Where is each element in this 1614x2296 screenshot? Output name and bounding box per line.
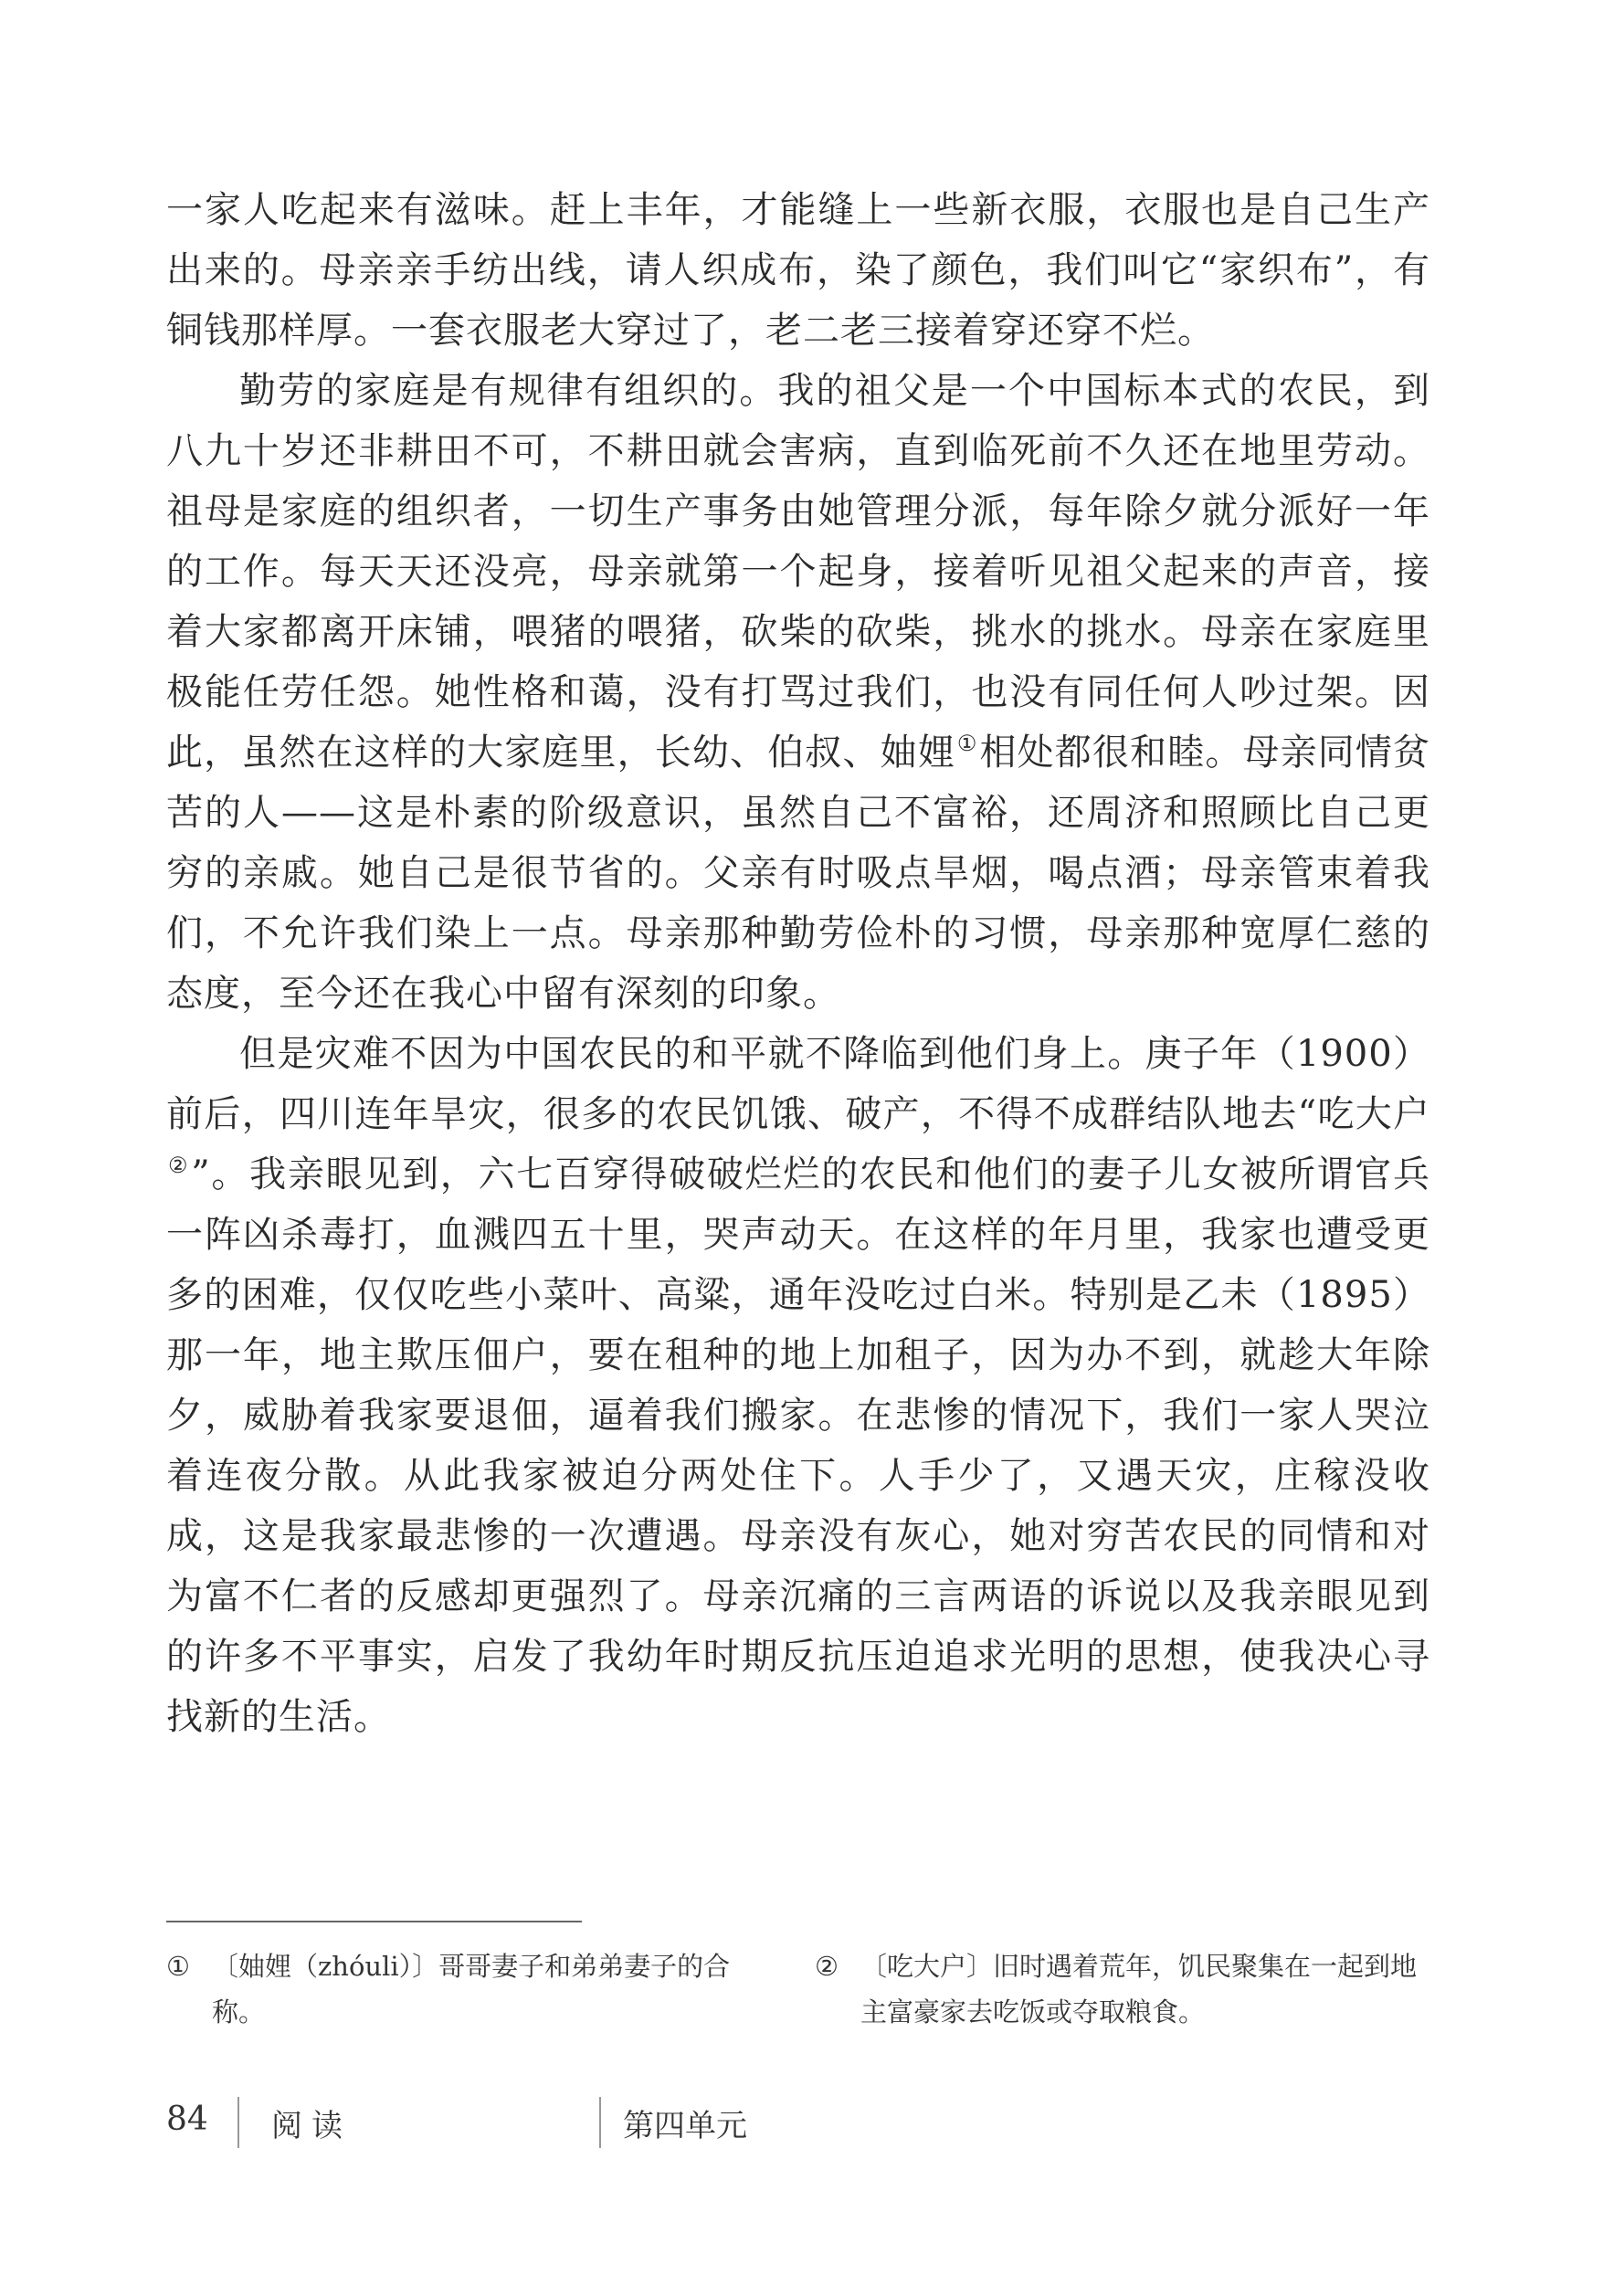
body-text	[166, 180, 1430, 1747]
paragraph-text: 但是灾难不因为中国农民的和平就不降临到他们身上。庚子年（1900）前后，四川连年旱灾，很多的农民饥饿、破产，不得不成群结队地去“吃大户	[166, 1033, 1430, 1135]
footer-separator	[237, 2097, 239, 2148]
page-footer	[166, 2101, 1445, 2155]
footnote-2-text: 〔吃大户〕旧时遇着荒年，饥民聚集在一起到地主富豪家去吃饭或夺取粮食。	[860, 1951, 1418, 2027]
footnote-1	[166, 1943, 733, 2035]
footnote-1-text: 〔妯娌（zhóuli）〕哥哥妻子和弟弟妻子的合称。	[212, 1951, 731, 2027]
paragraph	[166, 180, 1430, 361]
footnote-reference[interactable]: ②	[168, 1153, 190, 1178]
footnote-2-mark: ②	[815, 1951, 839, 1982]
footnote-divider	[166, 1921, 582, 1922]
page-number: 84	[166, 2101, 208, 2138]
paragraph	[166, 1024, 1430, 1747]
paragraph-text: 一家人吃起来有滋味。赶上丰年，才能缝上一些新衣服，衣服也是自己生产出来的。母亲亲手纺出线，请人织成布，染了颜色，我们叫它“家织布”，有铜钱那样厚。一套衣服老大穿过了，老二老三接着穿还穿不烂。	[166, 189, 1430, 352]
paragraph-text: 勤劳的家庭是有规律有组织的。我的祖父是一个中国标本式的农民，到八九十岁还非耕田不可，不耕田就会害病，直到临死前不久还在地里劳动。祖母是家庭的组织者，一切生产事务由她管理分派，每年除夕就分派好一年的工作。每天天还没亮，母亲就第一个起身，接着听见祖父起来的声音，接着大家都离开床铺，喂猪的喂猪，砍柴的砍柴，挑水的挑水。母亲在家庭里极能任劳任怨。她性格和蔼，没有打骂过我们，也没有同任何人吵过架。因此，虽然在这样的大家庭里，长幼、伯叔、妯娌	[166, 370, 1430, 774]
footnote-2	[815, 1943, 1436, 2035]
paragraph-text: 相处都很和睦。母亲同情贫苦的人——这是朴素的阶级意识，虽然自己不富裕，还周济和照顾比自己更穷的亲戚。她自己是很节省的。父亲有时吸点旱烟，喝点酒；母亲管束着我们，不允许我们染上一点。母亲那种勤劳俭朴的习惯，母亲那种宽厚仁慈的态度，至今还在我心中留有深刻的印象。	[166, 732, 1431, 1015]
paragraph-text: ”。我亲眼见到，六七百穿得破破烂烂的农民和他们的妻子儿女被所谓官兵一阵凶杀毒打，血溅四五十里，哭声动天。在这样的年月里，我家也遭受更多的困难，仅仅吃些小菜叶、高粱，通年没吃过白米。特别是乙未（1895）那一年，地主欺压佃户，要在租种的地上加租子，因为办不到，就趁大年除夕，威胁着我家要退佃，逼着我们搬家。在悲惨的情况下，我们一家人哭泣着连夜分散。从此我家被迫分两处住下。人手少了，又遇天灾，庄稼没收成，这是我家最悲惨的一次遭遇。母亲没有灰心，她对穷苦农民的同情和对为富不仁者的反感却更强烈了。母亲沉痛的三言两语的诉说以及我亲眼见到的许多不平事实，启发了我幼年时期反抗压迫追求光明的思想，使我决心寻找新的生活。	[166, 1153, 1431, 1738]
footnote-1-mark: ①	[166, 1951, 190, 1982]
unit-label: 第四单元	[623, 2108, 747, 2144]
footer-separator	[599, 2097, 601, 2148]
section-label: 阅读	[271, 2108, 352, 2144]
paragraph	[166, 361, 1430, 1024]
footnote-reference[interactable]: ①	[956, 731, 978, 756]
